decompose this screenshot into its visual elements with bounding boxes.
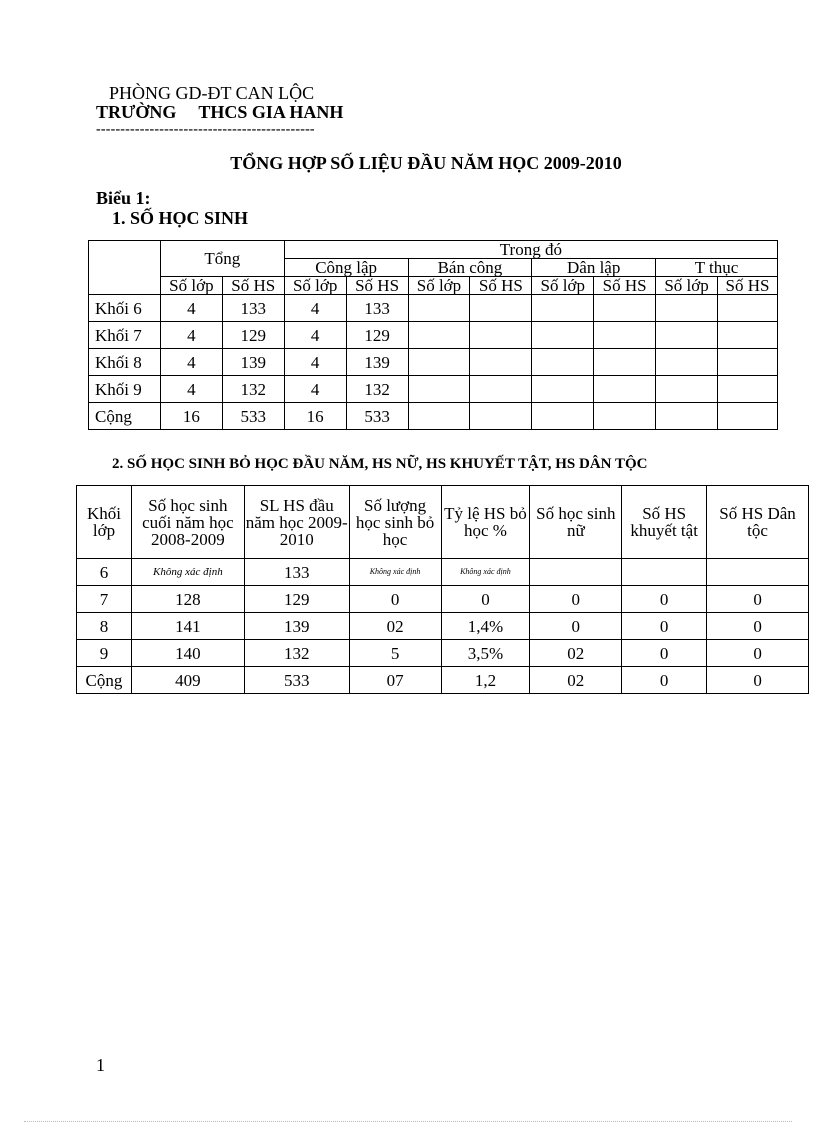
cell: 3,5%	[441, 640, 530, 667]
cell: 128	[131, 586, 244, 613]
group-ban-cong: Bán công	[408, 259, 532, 277]
cell: 0	[622, 613, 707, 640]
cell: 4	[284, 295, 346, 322]
row-label: Cộng	[89, 403, 161, 430]
cell: 0	[707, 613, 809, 640]
department-name: PHÒNG GD-ĐT CAN LỘC	[109, 83, 315, 103]
school-name	[96, 102, 343, 123]
student-count-table	[88, 240, 778, 430]
table-row	[89, 403, 778, 430]
row-label: Khối 9	[89, 376, 161, 403]
sub-header: Số HS	[717, 277, 777, 295]
cell: 4	[160, 295, 222, 322]
sub-header: Số lớp	[656, 277, 718, 295]
header-divider: ---------------------------------------------	[96, 122, 315, 137]
sub-header: Số HS	[470, 277, 532, 295]
cell: 02	[530, 640, 622, 667]
cell: 0	[622, 667, 707, 694]
col-header: Khối lớp	[77, 486, 132, 559]
cell: 133	[222, 295, 284, 322]
cell: 533	[346, 403, 408, 430]
cell: 139	[222, 349, 284, 376]
corner-cell	[89, 241, 161, 295]
cell: 0	[349, 586, 441, 613]
cell: 02	[349, 613, 441, 640]
cell: 139	[346, 349, 408, 376]
section1-heading: 1. SỐ HỌC SINH	[112, 208, 249, 228]
cell: 1,2	[441, 667, 530, 694]
sub-header: Số HS	[594, 277, 656, 295]
table-row	[77, 559, 809, 586]
col-header: Số HS khuyết tật	[622, 486, 707, 559]
page-title: TỔNG HỢP SỐ LIỆU ĐẦU NĂM HỌC 2009-2010	[230, 153, 622, 173]
dropout-table	[76, 485, 809, 694]
cell: 16	[284, 403, 346, 430]
table-row	[77, 640, 809, 667]
page-number: 1	[96, 1055, 105, 1075]
cell: 07	[349, 667, 441, 694]
group-dan-lap: Dân lập	[532, 259, 656, 277]
cell: 533	[244, 667, 349, 694]
cell: 132	[222, 376, 284, 403]
cell: 4	[160, 349, 222, 376]
cell: 16	[160, 403, 222, 430]
cell: 0	[622, 586, 707, 613]
cell: 4	[160, 322, 222, 349]
cell: 140	[131, 640, 244, 667]
school-prefix: TRƯỜNG	[96, 102, 177, 122]
table-row	[77, 667, 809, 694]
cell: Không xác định	[441, 559, 530, 586]
sub-header: Số HS	[222, 277, 284, 295]
cell: 0	[707, 586, 809, 613]
cell: 0	[707, 640, 809, 667]
sub-header: Số lớp	[532, 277, 594, 295]
table-row	[89, 295, 778, 322]
row-label: Khối 7	[89, 322, 161, 349]
page-bottom-rule	[24, 1121, 792, 1122]
table-row	[89, 322, 778, 349]
cell: 4	[284, 322, 346, 349]
group-cong-lap: Công lập	[284, 259, 408, 277]
col-header: Số học sinh cuối năm học 2008-2009	[131, 486, 244, 559]
cell: 7	[77, 586, 132, 613]
table-row	[77, 586, 809, 613]
col-header: Số HS Dân tộc	[707, 486, 809, 559]
col-header: Tỷ lệ HS bỏ học %	[441, 486, 530, 559]
table-row	[77, 613, 809, 640]
cell: 141	[131, 613, 244, 640]
cell: 4	[284, 376, 346, 403]
cell: 5	[349, 640, 441, 667]
row-label: Khối 6	[89, 295, 161, 322]
cell: Không xác định	[349, 559, 441, 586]
sub-header: Số lớp	[284, 277, 346, 295]
col-header: SL HS đầu năm học 2009-2010	[244, 486, 349, 559]
sub-header: Số lớp	[408, 277, 470, 295]
cell: 0	[622, 640, 707, 667]
trong-do-header: Trong đó	[284, 241, 777, 259]
cell: 6	[77, 559, 132, 586]
cell: 4	[284, 349, 346, 376]
group-tu-thuc: T thục	[656, 259, 778, 277]
cell: 129	[222, 322, 284, 349]
row-label: Khối 8	[89, 349, 161, 376]
cell: 0	[707, 667, 809, 694]
cell: 129	[346, 322, 408, 349]
cell: 0	[441, 586, 530, 613]
cell: Cộng	[77, 667, 132, 694]
cell: 132	[244, 640, 349, 667]
table-row	[89, 349, 778, 376]
school-label: THCS GIA HANH	[198, 102, 344, 122]
table-row	[89, 376, 778, 403]
col-header: Số lượng học sinh bỏ học	[349, 486, 441, 559]
cell: 533	[222, 403, 284, 430]
cell: 409	[131, 667, 244, 694]
cell: 4	[160, 376, 222, 403]
tong-header: Tổng	[160, 241, 284, 277]
cell: 8	[77, 613, 132, 640]
cell: 132	[346, 376, 408, 403]
cell: 133	[346, 295, 408, 322]
cell: 02	[530, 667, 622, 694]
sub-header: Số lớp	[160, 277, 222, 295]
cell: 139	[244, 613, 349, 640]
cell: 9	[77, 640, 132, 667]
cell: 129	[244, 586, 349, 613]
cell: 0	[530, 586, 622, 613]
cell: Không xác định	[131, 559, 244, 586]
cell: 0	[530, 613, 622, 640]
section2-heading: 2. SỐ HỌC SINH BỎ HỌC ĐẦU NĂM, HS NỮ, HS KHUYẾT TẬT, HS DÂN TỘC	[112, 456, 648, 472]
form-label: Biểu 1:	[96, 188, 151, 208]
cell: 133	[244, 559, 349, 586]
sub-header: Số HS	[346, 277, 408, 295]
col-header: Số học sinh nữ	[530, 486, 622, 559]
cell: 1,4%	[441, 613, 530, 640]
